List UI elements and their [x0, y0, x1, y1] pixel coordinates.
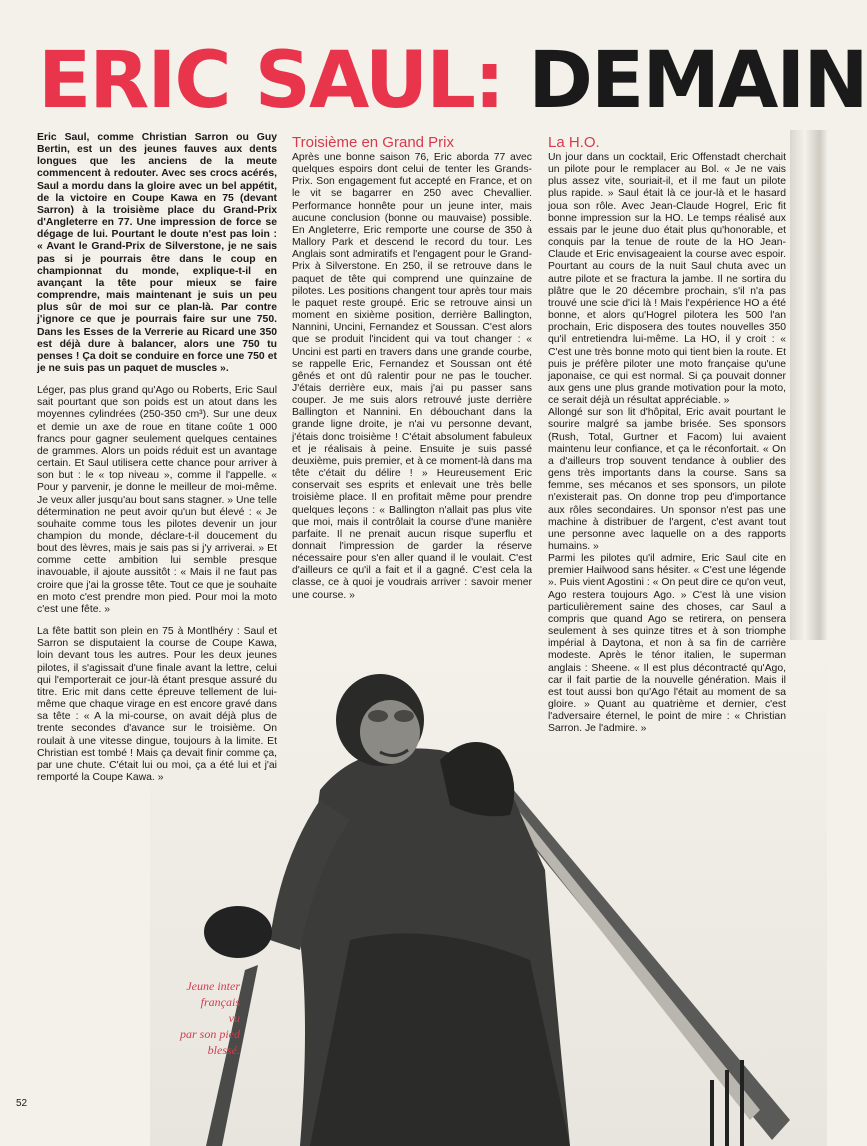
- body-paragraph: La fête battit son plein en 75 à Montlhéry : Saul et Sarron se disputaient la course de Coupe Kawa, loin devant tous les autres. Pour les deux jeunes pilotes, il s'agissait d'une finale avant la lettre, celui qui l'emporterait ce jour-là étant presque assuré du titre. Eric mit dans cette épreuve tellement de lui-même que chaque virage en est encore gravé dans sa tête : « A la mi-course, on avait déjà plus de trente secondes d'avance sur le troisième. On roulait à une vitesse dingue, toujours à la limite. Et Christian est tombé ! Mais ça devait finir comme ça, par une chute. C'était lui ou moi, ça a été lui et j'ai remporté la Coupe Kawa. »: [37, 626, 277, 783]
- headline: [38, 36, 867, 126]
- column-2: [292, 135, 532, 612]
- headline-name: ERIC SAUL:: [38, 36, 504, 126]
- caption-line: Jeune inter: [186, 979, 240, 993]
- intro-paragraph: Eric Saul, comme Christian Sarron ou Guy Bertin, est un des jeunes fauves aux dents longues que les anciens de la meute commencent à redouter. Avec ses crocs acérés, Saul a mordu dans la gloire avec un bel appétit, de la victoire en Coupe Kawa en 75 (devant Sarron) à la troisième place du Grand-Prix d'Angleterre en 77. Une impression de force se dégage de lui. Pourtant le doute n'est pas loin : « Avant le Grand-Prix de Silverstone, je ne sais pas si je pourrais être dans le coup en championnat du monde, explique-t-il en avançant la tête pour mieux se faire comprendre, mais maintenant je suis un peu plus sûr de moi sur ce plan-là. Par contre j'ignore ce que je pourrais faire sur une 750. Dans les Esses de la Verrerie au Ricard une 350 est déjà dure à balancer, alors une 750 tu penses ! Ça doit se conduire en force une 750 et je ne suis pas un paquet de muscles ».: [37, 132, 277, 374]
- body-paragraph: Léger, pas plus grand qu'Ago ou Roberts, Eric Saul sait pourtant que son poids est un atout dans les moyennes cylindrées (250-350 cm³). Sur une deux et demie un axe de roue en titane coûte 1 000 francs pour gagner seulement quelques centaines de grammes. Alors un poids réduit est un avantage certain. Et Saul utilisera cette chance pour arriver à son but : le « top niveau », comme il l'appelle. « Pour y parvenir, je donne le meilleur de moi-même. Je veux aller jusqu'au bout sans stagner. » Une telle détermination ne peut avoir qu'un but élevé : « Je souhaite comme tous les pilotes devenir un jour champion du monde, déclare-t-il doucement du bout des lèvres, mais je sais pas si j'y arriverai. » Et comme cette ambition lui semble presque inavouable, il ajoute aussitôt : « Mais il ne faut pas croire que j'ai la grosse tête. Tout ce que je souhaite en moto c'est prendre mon pied. Pour moi la moto c'est une fête. »: [37, 385, 277, 615]
- headline-demain: DEMAIN: [528, 36, 867, 126]
- photo-caption: [132, 978, 240, 1058]
- subheading-ho: La H.O.: [548, 134, 600, 151]
- caption-line: vu: [228, 1011, 240, 1025]
- caption-line: par son pied: [180, 1027, 240, 1041]
- body-paragraph: Parmi les pilotes qu'il admire, Eric Saul cite en premier Hailwood sans hésiter. « C'est une légende ». Puis vient Agostini : « On peut dire ce qu'on veut, Ago restera toujours Ago. » C'est là une vision particulièrement saine des choses, car Saul a compris que quand Ago se retirera, on pensera seulement à ses quinze titres et à son triomphe impérial à Daytona, et non à sa fin de carrière modeste. Après le ténor italien, le superman anglais : Sheene. « Il est plus décontracté qu'Ago, car il fait partie de la nouvelle génération. Mais il est tout aussi bon qu'Ago l'était au moment de sa gloire. » Quant au quatrième et dernier, c'est l'adversaire éternel, le point de mire : « Christian Sarron. Je l'admire. »: [548, 553, 786, 735]
- subheading-grand-prix: Troisième en Grand Prix: [292, 134, 454, 151]
- caption-line: français: [200, 995, 240, 1009]
- body-paragraph: Allongé sur son lit d'hôpital, Eric avait pourtant le sourire malgré sa jambe brisée. Ses sponsors (Rush, Total, Gurtner et Facom) lui avaient maintenu leur confiance, et ça le réconfortait. « On a d'ailleurs trop souvent tendance à oublier des gens très importants dans la course. Sans sa femme, ses mécanos et ses sponsors, un pilote n'existerait pas. On donne trop peu d'importance aux rôles secondaires. Un sponsor n'est pas une machine à distribuer de l'argent, c'est avant tout une personne avec laquelle on a des rapports humains. »: [548, 407, 786, 552]
- column-1: [37, 132, 277, 794]
- caption-line: blessé.: [207, 1043, 240, 1057]
- column-3: [548, 135, 786, 746]
- body-paragraph: Un jour dans un cocktail, Eric Offenstadt cherchait un pilote pour le remplacer au Bol. « Je ne vais plus assez vite, souriait-il, et il me faut un pilote plus rapide. » Saul était là ce jour-là et le hasard joua son rôle. Avec Jean-Claude Hogrel, Eric fit bonne impression sur la HO. Le temps réalisé aux essais par le jeune duo était plus qu'honorable, et conquis par la tenue de route de la HO Jean-Claude et Eric envisageaient la course avec espoir. Pourtant au cours de la nuit Saul chuta avec un autre pilote et se fractura la jambe. Il ne sortira du plâtre que le 20 décembre prochain, s'il n'a pas trouvé une scie d'ici là ! Mais l'expérience HO a été bonne, et alors qu'Hogrel pilotera les 500 l'an prochain, Eric disposera des toutes nouvelles 350 qu'il entretiendra lui-même. La HO, il y croit : « C'est une très bonne moto qui tient bien la route. Et puis je préfère piloter une moto française qu'une japonaise, ce qui est normal. Si ça pouvait donner aux gens une plus grande motivation pour la moto, ce serait déjà un résultat appréciable. »: [548, 152, 786, 407]
- body-paragraph: Après une bonne saison 76, Eric aborda 77 avec quelques espoirs dont celui de tenter les Grands-Prix. Son engagement fut accepté en France, et on le vit se bagarrer en 250 avec Chevallier. Performance honnête pour un jeune inter, mais aucune conclusion (bonne ou mauvaise) possible. En Angleterre, Eric remporte une course de 350 à Mallory Park et descend le record du tour. Les Anglais sont admiratifs et l'engagent pour le Grand-Prix à Silverstone. En 250, il se retrouve dans le paquet de tête qui comprend une quinzaine de pilotes. Les positions changent tour après tour mais le paquet reste groupé. Eric se retrouve ainsi un moment en sixième position, derrière Ballington, Nannini, Uncini, Fernandez et Soussan. C'est alors que se produit l'incident qui va tout changer : « Uncini est parti en travers dans une grande courbe, se rappelle Eric, Fernandez et Soussan ont été gênés et ont dû ralentir pour ne pas le toucher. J'étais derrière eux, mais j'ai pu passer sans couper. Je me suis alors retrouvé juste derrière Ballington et Nannini. En débouchant dans la grande ligne droite, je n'ai vu personne devant, j'étais donc troisième ! C'était absolument fabuleux et je réalisais à peine. Ensuite je suis passé deuxième, puis premier, et à ce moment-là dans ma tête c'était du délire ! » Heureusement Eric conservait ses esprits et enlevait une très belle troisième place. Il en profitait même pour prendre quelques leçons : « Ballington n'allait pas plus vite que moi, mais il contrôlait la course d'une manière parfaite. Il ne prenait aucun risque superflu et donnait l'impression de garder la réserve nécessaire pour s'en aller quand il le voulait. C'est d'ailleurs ce qu'il a fait et il a gagné. C'est cela la classe, ce à quoi je voudrais arriver : savoir mener une course. »: [292, 152, 532, 601]
- page-number: 52: [16, 1098, 28, 1109]
